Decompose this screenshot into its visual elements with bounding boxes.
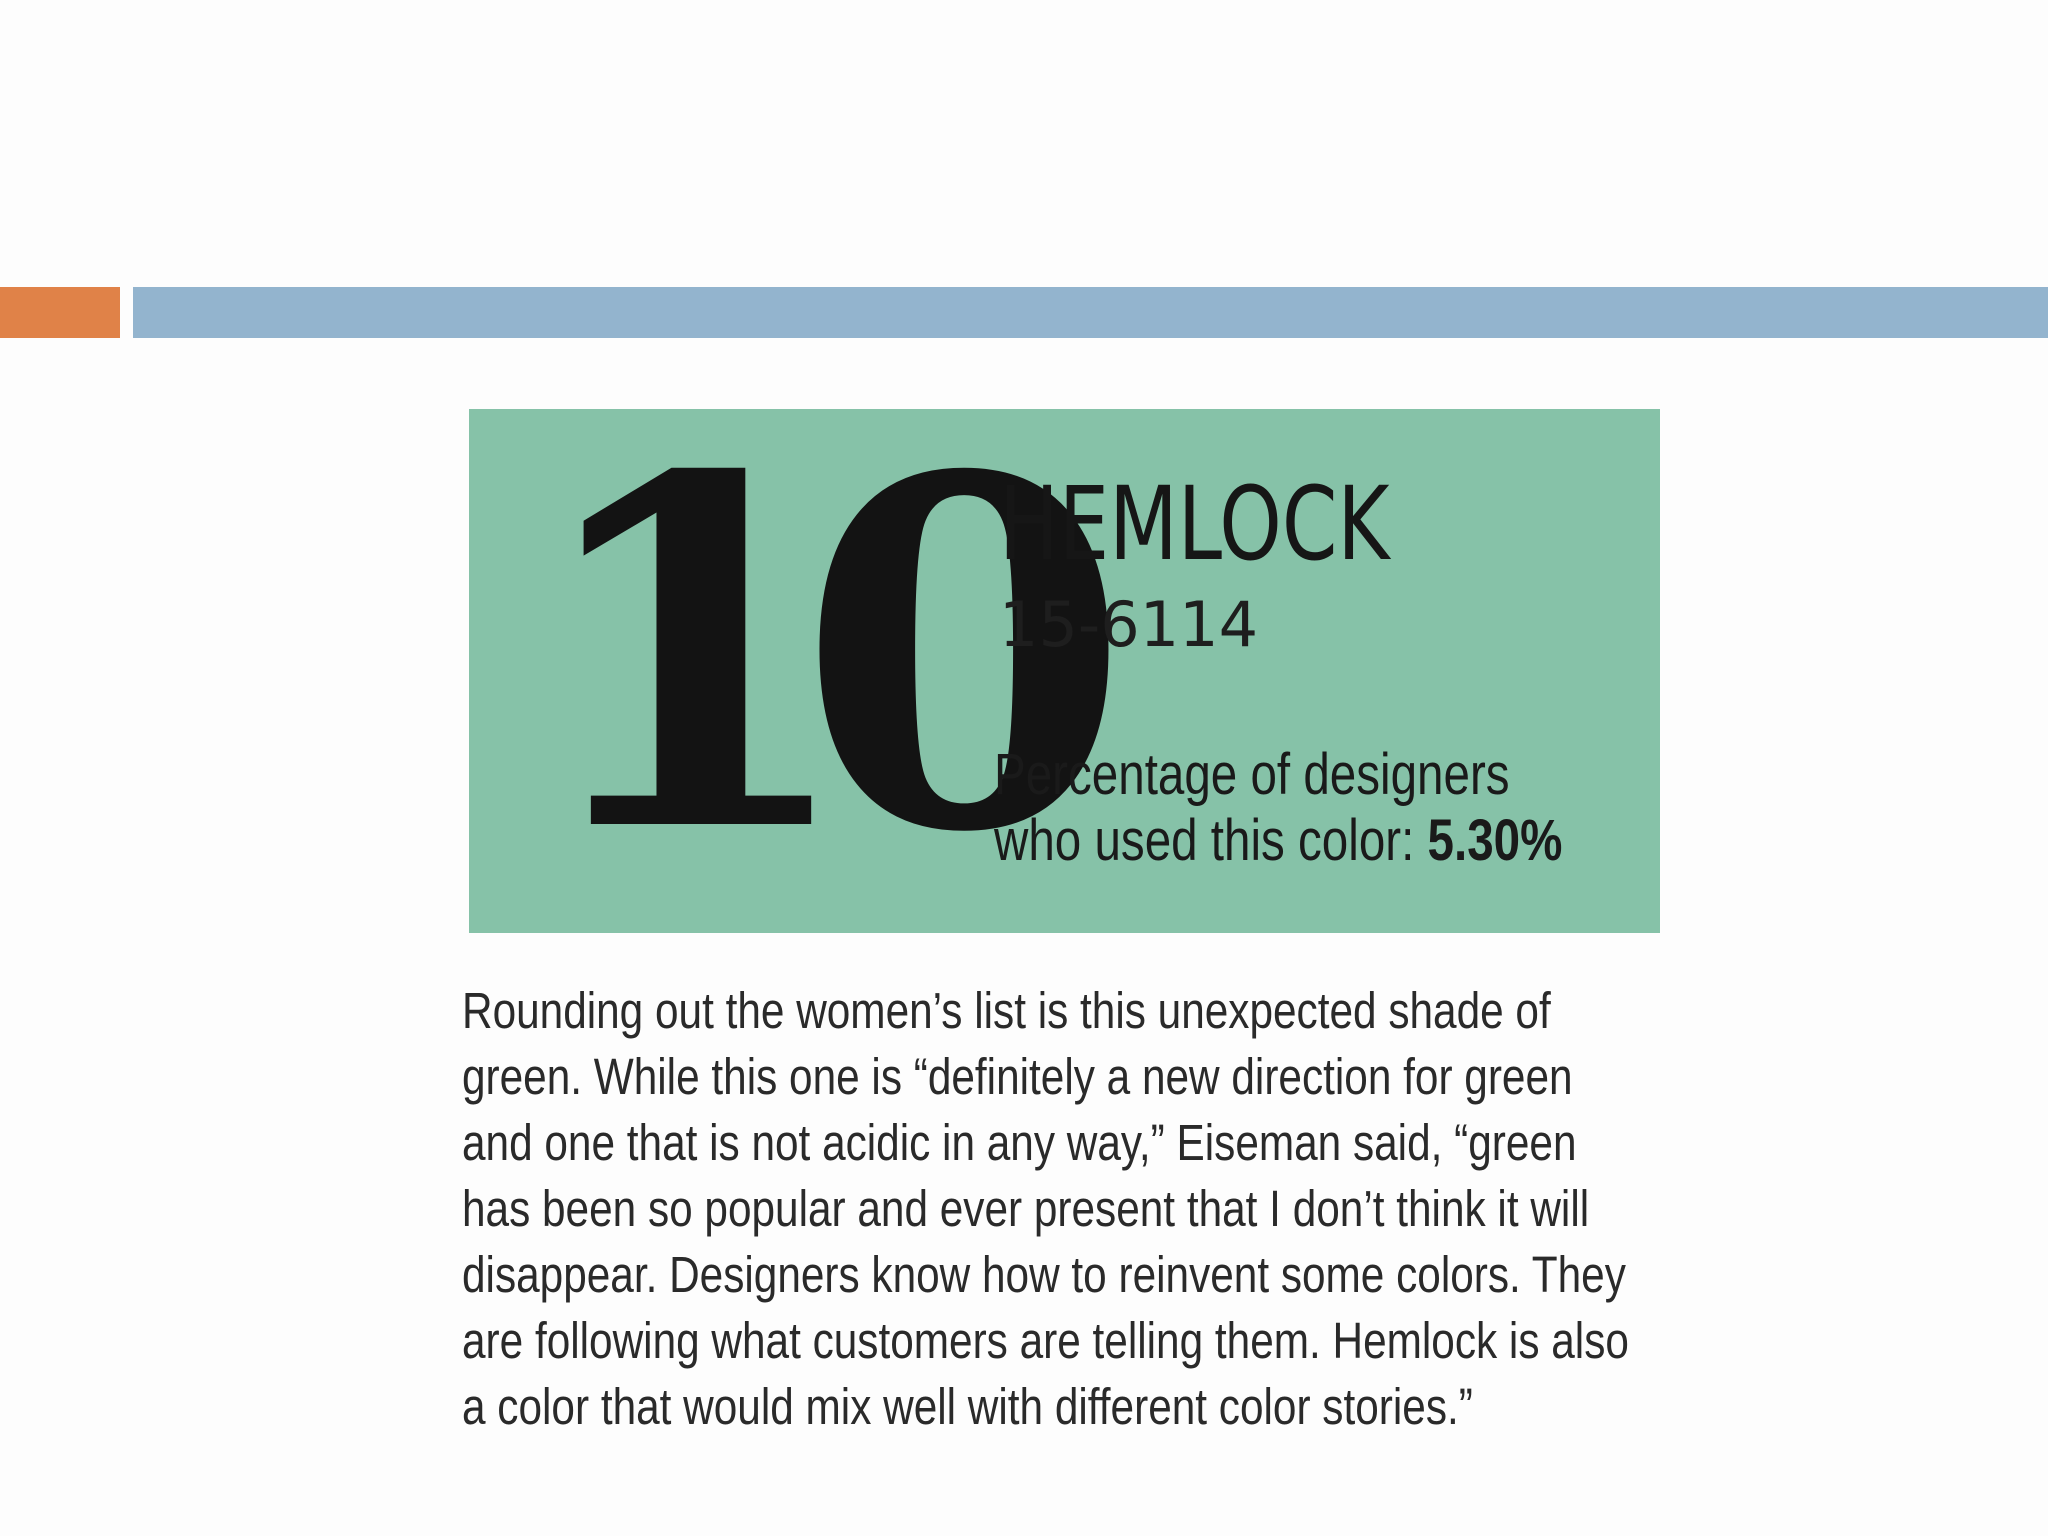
rank-number: 10 xyxy=(525,374,1069,938)
description-line: Rounding out the women’s list is this unexpected shade of xyxy=(462,982,1551,1039)
description-line: has been so popular and ever present that I don’t think it will xyxy=(462,1180,1590,1237)
description-line: a color that would mix well with different color stories.” xyxy=(462,1378,1473,1435)
description-line: green. While this one is “definitely a new direction for green xyxy=(462,1048,1573,1105)
accent-bar xyxy=(0,287,120,338)
description-paragraph xyxy=(462,978,1629,1440)
description-line: are following what customers are telling them. Hemlock is also xyxy=(462,1312,1629,1369)
header-bar xyxy=(133,287,2048,338)
usage-label: Percentage of designers xyxy=(994,742,1510,807)
color-name: HEMLOCK xyxy=(999,465,1390,584)
usage-line xyxy=(994,808,1562,874)
usage-value: 5.30% xyxy=(1427,808,1563,873)
color-code: 15-6114 xyxy=(999,588,1259,661)
usage-label-continued: who used this color: xyxy=(994,808,1428,873)
description-line: and one that is not acidic in any way,” Eiseman said, “green xyxy=(462,1114,1577,1171)
description-line: disappear. Designers know how to reinvent some colors. They xyxy=(462,1246,1626,1303)
